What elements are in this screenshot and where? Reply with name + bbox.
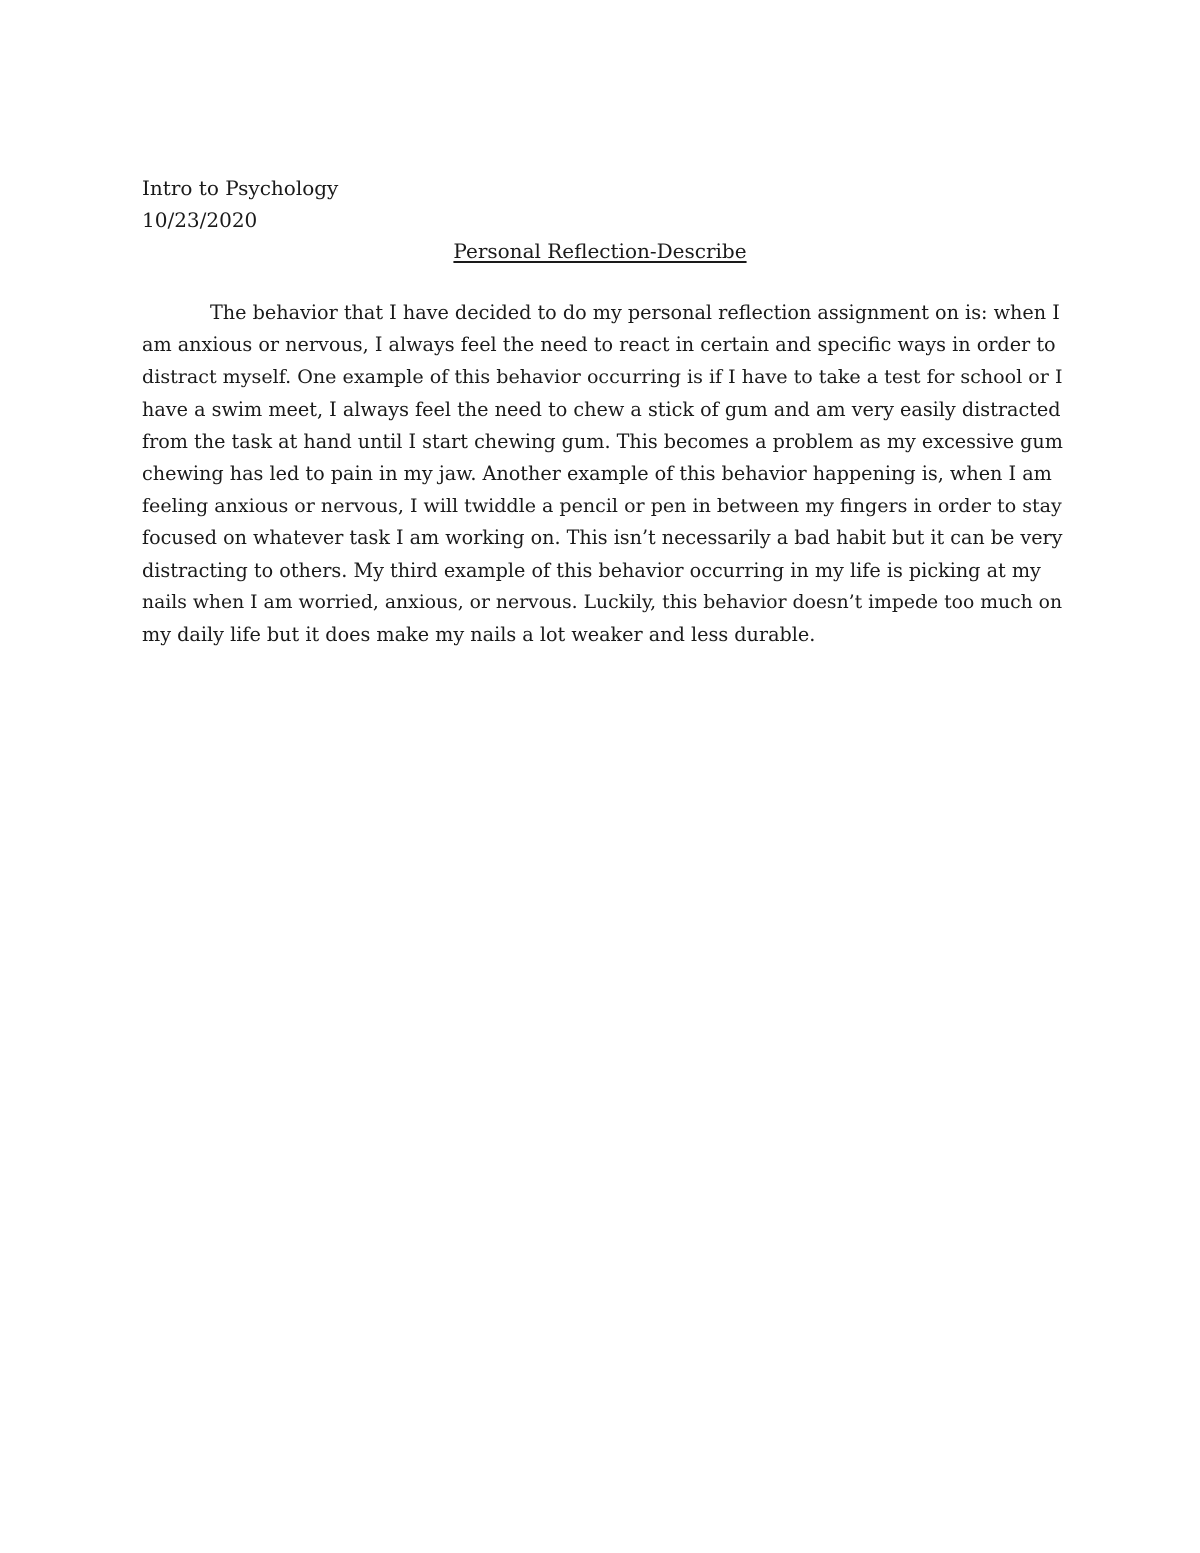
paragraph-line: distracting to others. My third example of this behavior occurring in my life is picking at my (142, 558, 1041, 582)
paragraph-line: focused on whatever task I am working on. This isn’t necessarily a bad habit but it can be very (142, 526, 1063, 550)
course-name: Intro to Psychology (142, 176, 339, 200)
document-title: Personal Reflection-Describe (453, 239, 747, 263)
document-title-container (0, 235, 1200, 267)
paragraph-line: from the task at hand until I start chewing gum. This becomes a problem as my excessive gum (142, 429, 1063, 453)
paragraph-line: have a swim meet, I always feel the need to chew a stick of gum and am very easily distracted (142, 397, 1061, 421)
paragraph-line: am anxious or nervous, I always feel the need to react in certain and specific ways in order to (142, 333, 1056, 357)
body-paragraph (142, 297, 1062, 651)
paragraph-line: feeling anxious or nervous, I will twiddle a pencil or pen in between my fingers in order to stay (142, 495, 1062, 518)
document-date: 10/23/2020 (142, 208, 258, 232)
paragraph-line: The behavior that I have decided to do my personal reflection assignment on is: when I (210, 301, 1060, 324)
paragraph-line: chewing has led to pain in my jaw. Another example of this behavior happening is, when I am (142, 462, 1052, 486)
paragraph-line: nails when I am worried, anxious, or nervous. Luckily, this behavior doesn’t impede too much on (142, 591, 1063, 613)
paragraph-line: my daily life but it does make my nails a lot weaker and less durable. (142, 623, 816, 647)
paragraph-line: distract myself. One example of this behavior occurring is if I have to take a test for school or I (142, 366, 1063, 389)
